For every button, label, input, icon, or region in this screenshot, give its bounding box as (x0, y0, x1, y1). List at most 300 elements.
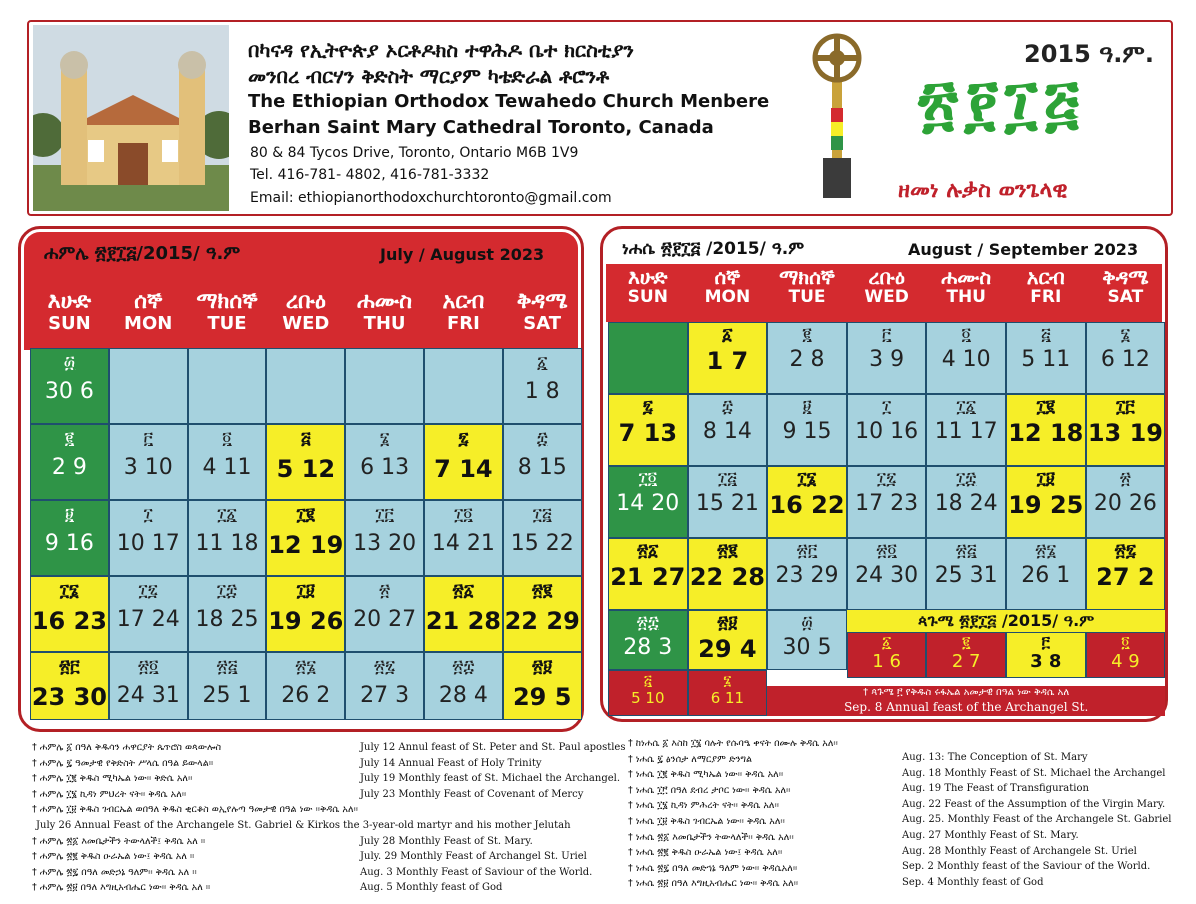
calendar-day-cell (424, 652, 503, 720)
greg-date: 5 11 (1021, 347, 1071, 372)
feast-note: July 12 Annul feast of St. Peter and St. Paul apostles (360, 742, 626, 753)
greg-date: 21 27 (610, 563, 686, 591)
feast-note: † ሐምሌ ፲፮ ኪዳነ ምህረት ናት፡፡ ቅዳሴ አለ፡፡ (32, 788, 187, 800)
eth-date: ፳፮ (295, 657, 317, 677)
feast-note: Aug. 25. Monthly Feast of the Archangele St. Gabriel (902, 814, 1172, 826)
calendar-day-cell (424, 424, 503, 500)
greg-date: 11 18 (195, 531, 259, 556)
eth-date: ፲፱ (1036, 469, 1055, 489)
calendar-day-cell (926, 394, 1006, 466)
calendar-day-cell (266, 576, 345, 652)
greg-date: 4 9 (1111, 651, 1140, 672)
calendar-day-cell (503, 424, 582, 500)
day-header (688, 266, 768, 307)
eth-date: ፳ (1119, 469, 1131, 489)
day-name-english: TUE (207, 313, 247, 335)
greg-date: 29 4 (698, 635, 757, 663)
eth-date: ፳፰ (636, 613, 659, 633)
greg-date: 23 30 (31, 683, 107, 711)
calendar-day-cell (767, 394, 847, 466)
eth-date: ፭ (1040, 325, 1051, 345)
eth-date: ፭ (643, 673, 652, 689)
day-name-amharic: እሁድ (628, 265, 668, 289)
feast-note: July 28 Monthly Feast of St. Mary. (360, 835, 533, 847)
day-name-english: FRI (446, 313, 480, 335)
eth-date: ፰ (721, 397, 733, 417)
day-name-english: THU (363, 313, 406, 335)
feast-note: † ነሐሴ ፳፪ ቅዱስ ዑራኤል ነው፤ ቅዳሴ አለ፡፡ (628, 847, 783, 859)
greg-date: 12 18 (1008, 419, 1084, 447)
calendar-day-cell (266, 424, 345, 500)
eth-date: ፴ (801, 613, 813, 633)
calendar-day-cell (109, 348, 188, 424)
calendar-day-cell (926, 538, 1006, 610)
feast-note: † ሐምሌ ፳፱ በዓለ እግዚአብሔር ነው፡፡ ቅዳሴ አለ ። (32, 882, 211, 894)
eth-date: ፲ (882, 397, 892, 417)
day-name-english: TUE (788, 287, 826, 307)
greg-date: 3 9 (869, 347, 905, 372)
eth-date: ፩ (536, 353, 548, 373)
greg-date: 28 4 (438, 683, 488, 708)
calendar-day-cell (1086, 394, 1166, 466)
feast-note: † ሐምሌ ፲፪ ቅዱስ ሚካኤል ነው፡፡ ቅድሴ አለ፡፡ (32, 773, 193, 785)
day-name-english: WED (282, 313, 330, 335)
eth-date: ፳፱ (717, 613, 738, 633)
day-header (503, 290, 582, 334)
calendar-day-cell (345, 424, 424, 500)
eth-date: ፲ (143, 505, 153, 525)
greg-date: 26 1 (1021, 563, 1071, 588)
feast-note: Sep. 4 Monthly feast of God (902, 876, 1044, 888)
eth-date: ፲፭ (532, 505, 552, 525)
calendar-day-cell (1006, 322, 1086, 394)
feast-note: Sep. 2 Monthly feast of the Saviour of the World. (902, 861, 1151, 873)
greg-date: 25 31 (934, 563, 998, 588)
calendar-day-cell (345, 652, 424, 720)
feast-note: † ሐምሌ ፳፩ እመቤታችን ትውላለች፤ ቅዳሴ አለ ። (32, 835, 206, 847)
eth-date: ፳፫ (796, 541, 818, 561)
eth-date: ፲፫ (375, 505, 394, 525)
feast-note: † ነሐሴ ፳፩ እመቤታችን ትውላለች፡፡ ቅዳሴ አለ፡፡ (628, 831, 794, 843)
greg-date: 3 10 (123, 455, 173, 480)
feast-note: † ሐምሌ ፲፱ ቅዱስ ገብርኤል ወበዓለ ቅዱስ ቂርቆስ ወኢየሉጣ ዓመታዊ በዓል ነው ፡፡ቅዳሴ አለ፡፡ (32, 804, 359, 816)
feast-note: † ነሐሴ ፳፱ በዓለ እግዚአብሔር ነው፡፡ ቅዳሴ አለ፡፡ (628, 878, 799, 890)
calendar-day-cell (188, 576, 267, 652)
greg-date: 15 22 (510, 531, 574, 556)
feast-note: Aug. 18 Monthly Feast of St. Michael the Archangel (902, 767, 1166, 779)
eth-date: ፳ (379, 581, 391, 601)
day-header (266, 290, 345, 334)
day-name-amharic: ማክሰኞ (196, 289, 258, 314)
greg-date: 22 29 (504, 607, 580, 635)
eth-date: ፲፪ (1036, 397, 1055, 417)
greg-date: 18 24 (934, 491, 998, 516)
eth-date: ፳፱ (532, 657, 553, 677)
band-english: Sep. 8 Annual feast of the Archangel St. (844, 700, 1089, 714)
greg-date: 3 8 (1030, 651, 1062, 672)
calendar-day-cell (688, 538, 768, 610)
calendar-day-cell (424, 348, 503, 424)
eth-date: ፪ (64, 429, 75, 449)
day-name-english: MON (124, 313, 173, 335)
calendar-day-cell (30, 424, 109, 500)
eth-date: ፲፯ (138, 581, 158, 601)
eth-date: ፰ (536, 429, 548, 449)
greg-date: 24 31 (116, 683, 180, 708)
greg-date: 6 12 (1100, 347, 1150, 372)
calendar-day-cell (688, 322, 768, 394)
calendar-day-cell (847, 394, 927, 466)
calendar-day-cell (608, 466, 688, 538)
day-name-english: SUN (627, 287, 668, 307)
calendar-day-cell (688, 394, 768, 466)
greg-date: 27 2 (1096, 563, 1155, 591)
calendar-day-cell (424, 500, 503, 576)
greg-date: 2 9 (51, 455, 87, 480)
feast-note: Aug. 3 Monthly Feast of Saviour of the World. (360, 866, 593, 878)
church-name-amharic-2: መንበረ ብርሃን ቅድስት ማርያም ካቴድራል ቶሮንቶ (248, 64, 610, 88)
calendar-day-cell (503, 348, 582, 424)
calendar-day-cell (266, 348, 345, 424)
greg-date: 15 21 (695, 491, 759, 516)
eth-date: ፲፩ (956, 397, 976, 417)
greg-date: 30 5 (782, 635, 832, 660)
day-header (767, 266, 847, 307)
calendar-day-cell (503, 576, 582, 652)
feast-note: July 19 Monthly feast of St. Michael the Archangel. (360, 773, 621, 785)
greg-date: 4 10 (941, 347, 991, 372)
eth-date: ፳፬ (876, 541, 897, 561)
eth-date: ፲፮ (797, 469, 817, 489)
church-photo (33, 25, 229, 211)
eth-date: ፳፰ (452, 657, 475, 677)
calendar-day-cell (688, 466, 768, 538)
calendar-day-cell (188, 500, 267, 576)
big-year: ፳፻፲፭ (918, 66, 1086, 139)
greg-date: 25 1 (202, 683, 252, 708)
greg-date: 20 27 (353, 607, 417, 632)
greg-date: 7 13 (618, 419, 678, 447)
greg-date: 5 10 (631, 689, 665, 707)
feast-note: † ነሐሴ ፯ ፅንሰታ ለማርያም ድንግል (628, 753, 752, 765)
eth-date: ፯ (642, 397, 653, 417)
greg-date: 2 7 (951, 651, 981, 672)
church-email[interactable]: Email: ethiopianorthodoxchurchtoronto@gmail.com (250, 190, 612, 206)
eth-date: ፴ (63, 353, 76, 373)
greg-date: 20 26 (1093, 491, 1157, 516)
calendar-day-cell (345, 500, 424, 576)
greg-date: 14 21 (431, 531, 495, 556)
right-greg-month: August / September 2023 (908, 240, 1139, 259)
eth-date: ፲፰ (216, 581, 238, 601)
year-label: 2015 ዓ.ም. (1024, 40, 1154, 68)
calendar-day-cell (1006, 394, 1086, 466)
feast-note: Aug. 13: The Conception of St. Mary (902, 752, 1088, 763)
greg-date: 16 22 (769, 491, 845, 519)
feast-note: Aug. 22 Feast of the Assumption of the Virgin Mary. (902, 798, 1166, 810)
greg-date: 13 20 (353, 531, 417, 556)
eth-date: ፲፯ (876, 469, 897, 489)
eth-date: ፬ (222, 429, 232, 449)
eth-date: ፱ (64, 505, 74, 525)
calendar-day-cell (424, 576, 503, 652)
feast-note: † ነሐሴ ፲፪ ቅዱስ ሚካኤል ነው፡፡ ቅዳሴ አለ፡፡ (628, 769, 784, 781)
eth-date: ፳፪ (717, 541, 738, 561)
calendar-day-cell (847, 538, 927, 610)
greg-date: 4 11 (202, 455, 252, 480)
feast-note: Aug. 19 The Feast of Transfiguration (902, 783, 1089, 795)
feast-note: † ነሐሴ ፲፱ ቅዱስ ገብርኤል ነው፡፡ ቅዳሴ አለ፡፡ (628, 816, 785, 827)
eth-date: ፪ (802, 325, 812, 345)
greg-date: 24 30 (855, 563, 919, 588)
eth-date: ፳፪ (532, 581, 553, 601)
calendar-day-cell (767, 322, 847, 394)
right-eth-month: ነሐሴ ፳፻፲፭ /2015/ ዓ.ም (622, 239, 805, 259)
day-name-amharic: አርብ (1026, 265, 1065, 289)
calendar-day-cell (30, 652, 109, 720)
day-header (1006, 266, 1086, 307)
greg-date: 30 6 (44, 379, 94, 404)
greg-date: 14 20 (616, 491, 680, 516)
day-name-english: SAT (1107, 287, 1144, 307)
calendar-day-cell (847, 466, 927, 538)
calendar-day-cell (30, 500, 109, 576)
feast-note: July. 29 Monthly Feast of Archangel St. Uriel (360, 851, 587, 863)
day-name-english: FRI (1030, 287, 1062, 307)
calendar-day-cell (30, 348, 109, 424)
greg-date: 17 23 (855, 491, 919, 516)
greg-date: 26 2 (281, 683, 331, 708)
feast-note: † ሐምሌ ፩ በዓለ ቅዱሳን ሐዋርያት ጴጥሮስ ወጳውሎስ (32, 742, 222, 753)
calendar-day-cell (188, 348, 267, 424)
eth-date: ፲፩ (217, 505, 237, 525)
eth-date: ፲፰ (956, 469, 977, 489)
greg-date: 19 25 (1008, 491, 1084, 519)
eth-date: ፲፬ (638, 469, 658, 489)
calendar-day-cell (30, 576, 109, 652)
pagume-day-cell (1006, 632, 1086, 678)
calendar-day-cell (767, 466, 847, 538)
feast-note: † ነሐሴ ፳፯ በዓለ መድኀኔ ዓለም ነው፡፡ ቅዳሴአለ፡፡ (628, 862, 798, 874)
eth-date: ፲፮ (59, 581, 79, 601)
calendar-day-cell (847, 322, 927, 394)
pagume-day-cell (926, 632, 1006, 678)
eth-date: ፭ (300, 429, 311, 449)
greg-date: 10 17 (116, 531, 180, 556)
calendar-day-cell (503, 500, 582, 576)
feast-note: † ሐምሌ ፯ ዓመታዊ የቅድስት ሥላሴ በዓል ይውላል። (32, 757, 214, 769)
church-address: 80 & 84 Tycos Drive, Toronto, Ontario M6B 1V9 (250, 145, 579, 161)
church-phone: Tel. 416-781- 4802, 416-781-3332 (250, 167, 490, 183)
eth-date: ፳፭ (216, 657, 238, 677)
eth-date: ፳፯ (373, 657, 396, 677)
calendar-day-cell (688, 610, 768, 670)
pagume-title: ጳጉሜ ፳፻፲፭ /2015/ ዓ.ም (847, 610, 1165, 632)
day-name-amharic: ሰኞ (714, 265, 741, 289)
day-name-amharic: ቅዳሜ (1102, 265, 1149, 289)
eth-date: ፯ (458, 429, 469, 449)
day-name-amharic: ሰኞ (134, 289, 163, 314)
feast-note: † ሐምሌ ፳፯ በዓለ መድኃኔ ዓለም፡፡ ቅዳሴ አለ ። (32, 866, 197, 878)
eth-date: ፩ (881, 633, 892, 651)
greg-date: 1 7 (706, 347, 749, 375)
eth-date: ፮ (723, 673, 732, 689)
greg-date: 7 14 (434, 455, 493, 483)
eth-date: ፳፩ (452, 581, 475, 601)
calendar-day-cell (266, 500, 345, 576)
feast-note: Aug. 28 Monthly Feast of Archangele St. Uriel (902, 845, 1137, 857)
cross-icon (787, 28, 887, 208)
calendar-day-cell (345, 348, 424, 424)
eth-date: ፳፩ (637, 541, 659, 561)
greg-date: 8 14 (702, 419, 752, 444)
feast-note: † ነሐሴ ፲፮ ኪዳነ ምሕረት ናት፡፡ ቅዳሴ አለ፡፡ (628, 800, 779, 812)
greg-date: 5 12 (276, 455, 336, 483)
day-header (30, 290, 109, 334)
day-name-amharic: ማክሰኞ (779, 265, 835, 289)
greg-date: 9 15 (782, 419, 832, 444)
day-header (345, 290, 424, 334)
calendar-day-cell (1086, 538, 1166, 610)
calendar-day-cell (109, 500, 188, 576)
greg-date: 2 8 (789, 347, 825, 372)
calendar-day-cell (608, 394, 688, 466)
eth-date: ፲፱ (296, 581, 315, 601)
day-name-amharic: አርብ (442, 289, 485, 314)
greg-date: 22 28 (689, 563, 765, 591)
eth-date: ፱ (802, 397, 812, 417)
day-name-english: SUN (48, 313, 91, 335)
eth-date: ፬ (961, 325, 971, 345)
eth-date: ፫ (881, 325, 892, 345)
calendar-day-cell (1086, 466, 1166, 538)
greg-date: 13 19 (1087, 419, 1163, 447)
feast-note: Aug. 27 Monthly Feast of St. Mary. (902, 830, 1079, 841)
day-name-english: MON (704, 287, 751, 307)
day-header (926, 266, 1006, 307)
feast-note: Aug. 5 Monthly feast of God (360, 882, 503, 894)
church-name-english-1: The Ethiopian Orthodox Tewahedo Church Menbere (248, 91, 770, 112)
day-header (424, 290, 503, 334)
eth-date: ፳፭ (955, 541, 977, 561)
greg-date: 10 16 (855, 419, 919, 444)
feast-note: July 14 Annual Feast of Holy Trinity (360, 757, 542, 769)
greg-date: 9 16 (44, 531, 94, 556)
annual-feast-band (767, 686, 1165, 716)
eth-date: ፲፪ (296, 505, 315, 525)
calendar-day-cell (109, 652, 188, 720)
eth-date: ፲፭ (717, 469, 737, 489)
eth-date: ፬ (1121, 633, 1130, 651)
day-name-english: WED (864, 287, 909, 307)
pagume-day-cell (688, 670, 768, 716)
eth-date: ፲፬ (454, 505, 473, 525)
pagume-day-cell (847, 632, 927, 678)
greg-date: 29 5 (512, 683, 572, 711)
left-greg-month: July / August 2023 (380, 245, 545, 264)
greg-date: 12 19 (268, 531, 344, 559)
pagume-day-cell (608, 670, 688, 716)
calendar-day-cell (926, 322, 1006, 394)
greg-date: 6 11 (710, 689, 745, 707)
eth-date: ፪ (962, 633, 971, 651)
greg-date: 28 3 (623, 635, 673, 660)
pagume-day-cell (1086, 632, 1166, 678)
eth-date: ፩ (722, 325, 733, 345)
calendar-day-cell (926, 466, 1006, 538)
feast-note: July 23 Monthly Feast of Covenant of Mercy (360, 788, 584, 800)
day-header (608, 266, 688, 307)
calendar-day-cell (503, 652, 582, 720)
calendar-day-cell (1006, 538, 1086, 610)
greg-date: 1 8 (524, 379, 560, 404)
eth-date: ፳፫ (59, 657, 80, 677)
day-name-english: THU (946, 287, 986, 307)
day-header (109, 290, 188, 334)
greg-date: 23 29 (775, 563, 839, 588)
day-name-amharic: ሐሙስ (357, 289, 413, 314)
calendar-day-cell (608, 322, 688, 394)
calendar-day-cell (1086, 322, 1166, 394)
calendar-day-cell (608, 538, 688, 610)
day-header (188, 290, 267, 334)
eth-date: ፳፯ (1114, 541, 1137, 561)
day-name-amharic: ረቡዕ (868, 265, 905, 289)
greg-date: 19 26 (268, 607, 344, 635)
calendar-day-cell (1006, 466, 1086, 538)
season-label: ዘመነ ሉቃስ ወንጌላዊ (898, 178, 1068, 203)
greg-date: 27 3 (360, 683, 410, 708)
greg-date: 1 6 (872, 651, 901, 672)
calendar-day-cell (266, 652, 345, 720)
feast-note: † ነሐሴ ፲፫ በዓለ ደብረ ታቦር ነው፡፡ ቅዳሴ አለ፡፡ (628, 784, 791, 796)
calendar-day-cell (767, 538, 847, 610)
eth-date: ፫ (143, 429, 153, 449)
eth-date: ፳፮ (1035, 541, 1057, 561)
calendar-day-cell (109, 424, 188, 500)
calendar-day-cell (767, 610, 847, 670)
greg-date: 6 13 (360, 455, 410, 480)
greg-date: 16 23 (31, 607, 107, 635)
band-amharic: † ጳጉሜ ፫ የቅዱስ ሩፋኤል አመታዊ በዓል ነው ቅዳሴ አለ (863, 687, 1070, 698)
calendar-day-cell (188, 652, 267, 720)
left-eth-month: ሐምሌ ፳፻፲፭/2015/ ዓ.ም (44, 243, 241, 264)
day-name-amharic: ረቡዕ (285, 289, 326, 314)
calendar-day-cell (188, 424, 267, 500)
calendar-day-cell (345, 576, 424, 652)
eth-date: ፫ (1041, 633, 1050, 651)
feast-note: † ሐምሌ ፳፪ ቅዱስ ዑራኤል ነው፤ ቅዳሴ አለ ። (32, 851, 195, 863)
calendar-day-cell (109, 576, 188, 652)
church-name-amharic-1: በካናዳ የኢትዮጵያ ኦርቶዶክስ ተዋሕዶ ቤተ ክርስቲያን (248, 38, 634, 62)
church-name-english-2: Berhan Saint Mary Cathedral Toronto, Canada (248, 117, 714, 138)
day-header (847, 266, 927, 307)
greg-date: 8 15 (517, 455, 567, 480)
greg-date: 17 24 (116, 607, 180, 632)
feast-note: † ከነሐሴ ፩ እስከ ፲፮ ባሉት የሱባዔ ቀናት በሙሉ ቅዳሴ አለ፡፡ (628, 738, 838, 749)
greg-date: 18 25 (195, 607, 259, 632)
greg-date: 11 17 (934, 419, 998, 444)
greg-date: 21 28 (425, 607, 501, 635)
feast-note-long: July 26 Annual Feast of the Archangele St. Gabriel & Kirkos the 3-year-old martyr and his mother Jelutah (36, 820, 571, 831)
eth-date: ፮ (1120, 325, 1131, 345)
calendar-day-cell (608, 610, 688, 670)
eth-date: ፳፬ (138, 657, 159, 677)
day-name-amharic: ሐሙስ (941, 265, 992, 289)
day-name-amharic: እሁድ (47, 289, 92, 314)
day-header (1086, 266, 1166, 307)
eth-date: ፲፫ (1116, 397, 1135, 417)
